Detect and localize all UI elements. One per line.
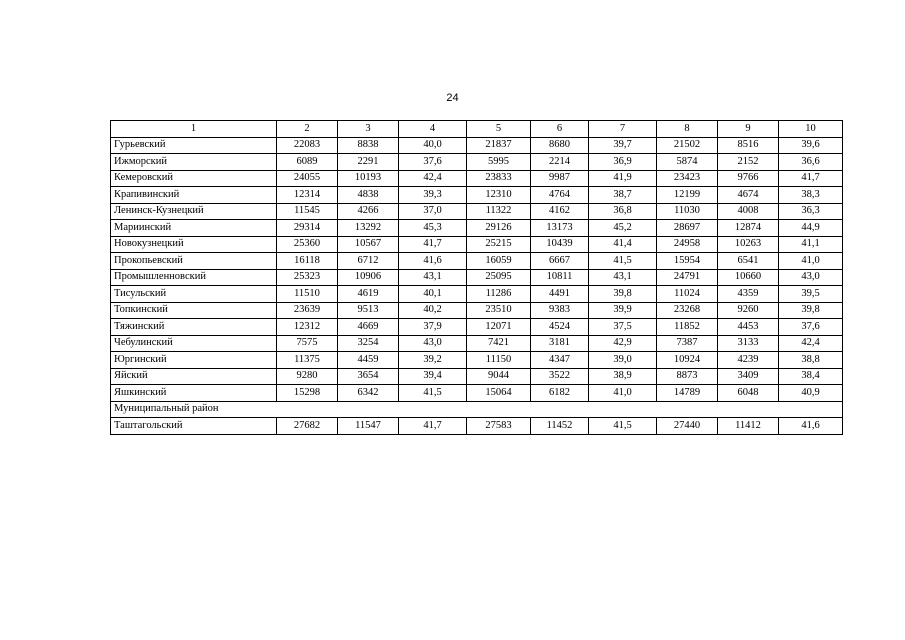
column-header-8: 8 <box>657 121 718 138</box>
value-cell: 6048 <box>718 385 779 402</box>
value-cell: 15954 <box>657 253 718 270</box>
value-cell: 12874 <box>718 220 779 237</box>
value-cell: 38,9 <box>589 368 657 385</box>
district-name-cell: Ижморский <box>111 154 277 171</box>
value-cell: 7575 <box>277 335 338 352</box>
value-cell: 23268 <box>657 302 718 319</box>
value-cell: 6089 <box>277 154 338 171</box>
value-cell: 3181 <box>531 335 589 352</box>
value-cell: 4619 <box>338 286 399 303</box>
value-cell: 10567 <box>338 236 399 253</box>
table-row <box>111 154 843 171</box>
value-cell: 9260 <box>718 302 779 319</box>
table-row <box>111 302 843 319</box>
table-row <box>111 418 843 435</box>
value-cell: 16059 <box>467 253 531 270</box>
value-cell: 39,2 <box>399 352 467 369</box>
value-cell: 25095 <box>467 269 531 286</box>
value-cell: 25360 <box>277 236 338 253</box>
district-name-cell: Мариинский <box>111 220 277 237</box>
value-cell: 4162 <box>531 203 589 220</box>
value-cell: 7387 <box>657 335 718 352</box>
value-cell: 41,6 <box>399 253 467 270</box>
value-cell: 5995 <box>467 154 531 171</box>
value-cell: 38,4 <box>779 368 843 385</box>
value-cell: 11286 <box>467 286 531 303</box>
district-name-cell: Тисульский <box>111 286 277 303</box>
value-cell: 43,1 <box>589 269 657 286</box>
value-cell: 4524 <box>531 319 589 336</box>
value-cell: 43,1 <box>399 269 467 286</box>
value-cell: 23833 <box>467 170 531 187</box>
table-row <box>111 368 843 385</box>
page-number: 24 <box>446 92 459 104</box>
value-cell: 39,6 <box>779 137 843 154</box>
value-cell: 4359 <box>718 286 779 303</box>
column-header-6: 6 <box>531 121 589 138</box>
value-cell: 42,9 <box>589 335 657 352</box>
value-cell: 4491 <box>531 286 589 303</box>
value-cell: 11322 <box>467 203 531 220</box>
value-cell: 21837 <box>467 137 531 154</box>
table-row <box>111 187 843 204</box>
value-cell: 41,1 <box>779 236 843 253</box>
table-row <box>111 236 843 253</box>
value-cell: 41,7 <box>779 170 843 187</box>
value-cell: 39,0 <box>589 352 657 369</box>
value-cell: 41,5 <box>589 418 657 435</box>
value-cell: 6342 <box>338 385 399 402</box>
value-cell: 44,9 <box>779 220 843 237</box>
value-cell: 23510 <box>467 302 531 319</box>
value-cell: 24055 <box>277 170 338 187</box>
value-cell: 13292 <box>338 220 399 237</box>
value-cell: 42,4 <box>779 335 843 352</box>
table-row <box>111 137 843 154</box>
value-cell: 4669 <box>338 319 399 336</box>
column-header-4: 4 <box>399 121 467 138</box>
value-cell: 9987 <box>531 170 589 187</box>
value-cell: 23639 <box>277 302 338 319</box>
value-cell: 36,8 <box>589 203 657 220</box>
value-cell: 11150 <box>467 352 531 369</box>
column-header-7: 7 <box>589 121 657 138</box>
value-cell: 4347 <box>531 352 589 369</box>
value-cell: 2214 <box>531 154 589 171</box>
value-cell: 25215 <box>467 236 531 253</box>
value-cell: 41,4 <box>589 236 657 253</box>
value-cell: 41,9 <box>589 170 657 187</box>
value-cell: 10193 <box>338 170 399 187</box>
value-cell: 24791 <box>657 269 718 286</box>
value-cell: 22083 <box>277 137 338 154</box>
value-cell: 9044 <box>467 368 531 385</box>
value-cell: 39,9 <box>589 302 657 319</box>
table-body <box>111 121 843 435</box>
value-cell: 15064 <box>467 385 531 402</box>
table-row <box>111 335 843 352</box>
statistics-table <box>110 120 843 435</box>
value-cell: 2152 <box>718 154 779 171</box>
value-cell: 41,7 <box>399 418 467 435</box>
column-header-10: 10 <box>779 121 843 138</box>
value-cell: 37,6 <box>399 154 467 171</box>
value-cell: 8838 <box>338 137 399 154</box>
district-name-cell: Новокузнецкий <box>111 236 277 253</box>
value-cell: 11852 <box>657 319 718 336</box>
value-cell: 4764 <box>531 187 589 204</box>
value-cell: 12310 <box>467 187 531 204</box>
section-label: Муниципальный район <box>111 401 843 418</box>
value-cell: 41,0 <box>779 253 843 270</box>
value-cell: 37,5 <box>589 319 657 336</box>
value-cell: 40,0 <box>399 137 467 154</box>
value-cell: 2291 <box>338 154 399 171</box>
column-header-1: 1 <box>111 121 277 138</box>
value-cell: 40,9 <box>779 385 843 402</box>
value-cell: 36,3 <box>779 203 843 220</box>
value-cell: 11412 <box>718 418 779 435</box>
value-cell: 45,3 <box>399 220 467 237</box>
value-cell: 5874 <box>657 154 718 171</box>
table-row <box>111 220 843 237</box>
district-name-cell: Топкинский <box>111 302 277 319</box>
value-cell: 4266 <box>338 203 399 220</box>
column-header-9: 9 <box>718 121 779 138</box>
district-name-cell: Крапивинский <box>111 187 277 204</box>
table-row <box>111 385 843 402</box>
value-cell: 40,2 <box>399 302 467 319</box>
value-cell: 24958 <box>657 236 718 253</box>
value-cell: 27583 <box>467 418 531 435</box>
district-name-cell: Яйский <box>111 368 277 385</box>
district-name-cell: Таштагольский <box>111 418 277 435</box>
table-row <box>111 203 843 220</box>
value-cell: 9280 <box>277 368 338 385</box>
value-cell: 12314 <box>277 187 338 204</box>
value-cell: 36,6 <box>779 154 843 171</box>
value-cell: 11375 <box>277 352 338 369</box>
value-cell: 38,7 <box>589 187 657 204</box>
value-cell: 10439 <box>531 236 589 253</box>
district-name-cell: Гурьевский <box>111 137 277 154</box>
value-cell: 6712 <box>338 253 399 270</box>
table-row <box>111 286 843 303</box>
value-cell: 28697 <box>657 220 718 237</box>
value-cell: 9513 <box>338 302 399 319</box>
value-cell: 39,8 <box>589 286 657 303</box>
value-cell: 29126 <box>467 220 531 237</box>
value-cell: 3254 <box>338 335 399 352</box>
value-cell: 7421 <box>467 335 531 352</box>
district-name-cell: Тяжинский <box>111 319 277 336</box>
value-cell: 13173 <box>531 220 589 237</box>
value-cell: 21502 <box>657 137 718 154</box>
value-cell: 41,5 <box>399 385 467 402</box>
value-cell: 11545 <box>277 203 338 220</box>
table-row <box>111 253 843 270</box>
value-cell: 43,0 <box>779 269 843 286</box>
value-cell: 11547 <box>338 418 399 435</box>
value-cell: 9766 <box>718 170 779 187</box>
value-cell: 41,5 <box>589 253 657 270</box>
value-cell: 12071 <box>467 319 531 336</box>
value-cell: 14789 <box>657 385 718 402</box>
column-header-3: 3 <box>338 121 399 138</box>
value-cell: 12312 <box>277 319 338 336</box>
value-cell: 16118 <box>277 253 338 270</box>
value-cell: 10811 <box>531 269 589 286</box>
value-cell: 4008 <box>718 203 779 220</box>
value-cell: 38,3 <box>779 187 843 204</box>
value-cell: 25323 <box>277 269 338 286</box>
district-name-cell: Прокопьевский <box>111 253 277 270</box>
district-name-cell: Промышленновский <box>111 269 277 286</box>
value-cell: 11024 <box>657 286 718 303</box>
district-name-cell: Юргинский <box>111 352 277 369</box>
value-cell: 12199 <box>657 187 718 204</box>
table-row <box>111 352 843 369</box>
value-cell: 41,6 <box>779 418 843 435</box>
district-name-cell: Чебулинский <box>111 335 277 352</box>
value-cell: 10924 <box>657 352 718 369</box>
value-cell: 10263 <box>718 236 779 253</box>
value-cell: 27440 <box>657 418 718 435</box>
value-cell: 11030 <box>657 203 718 220</box>
value-cell: 3654 <box>338 368 399 385</box>
table-header-row <box>111 121 843 138</box>
table-row <box>111 319 843 336</box>
value-cell: 39,7 <box>589 137 657 154</box>
value-cell: 4674 <box>718 187 779 204</box>
district-name-cell: Ленинск-Кузнецкий <box>111 203 277 220</box>
value-cell: 4459 <box>338 352 399 369</box>
value-cell: 10906 <box>338 269 399 286</box>
value-cell: 43,0 <box>399 335 467 352</box>
value-cell: 11452 <box>531 418 589 435</box>
table-row <box>111 170 843 187</box>
value-cell: 8873 <box>657 368 718 385</box>
value-cell: 8516 <box>718 137 779 154</box>
value-cell: 29314 <box>277 220 338 237</box>
value-cell: 39,4 <box>399 368 467 385</box>
value-cell: 41,0 <box>589 385 657 402</box>
column-header-2: 2 <box>277 121 338 138</box>
table-row <box>111 269 843 286</box>
value-cell: 3409 <box>718 368 779 385</box>
value-cell: 10660 <box>718 269 779 286</box>
value-cell: 45,2 <box>589 220 657 237</box>
value-cell: 42,4 <box>399 170 467 187</box>
value-cell: 36,9 <box>589 154 657 171</box>
value-cell: 23423 <box>657 170 718 187</box>
value-cell: 9383 <box>531 302 589 319</box>
value-cell: 15298 <box>277 385 338 402</box>
value-cell: 40,1 <box>399 286 467 303</box>
value-cell: 41,7 <box>399 236 467 253</box>
value-cell: 11510 <box>277 286 338 303</box>
value-cell: 37,9 <box>399 319 467 336</box>
value-cell: 4453 <box>718 319 779 336</box>
value-cell: 3522 <box>531 368 589 385</box>
district-name-cell: Кемеровский <box>111 170 277 187</box>
value-cell: 8680 <box>531 137 589 154</box>
district-name-cell: Яшкинский <box>111 385 277 402</box>
value-cell: 4838 <box>338 187 399 204</box>
value-cell: 6182 <box>531 385 589 402</box>
value-cell: 39,3 <box>399 187 467 204</box>
value-cell: 39,5 <box>779 286 843 303</box>
value-cell: 27682 <box>277 418 338 435</box>
column-header-5: 5 <box>467 121 531 138</box>
value-cell: 37,6 <box>779 319 843 336</box>
value-cell: 3133 <box>718 335 779 352</box>
section-row <box>111 401 843 418</box>
value-cell: 4239 <box>718 352 779 369</box>
value-cell: 6667 <box>531 253 589 270</box>
value-cell: 39,8 <box>779 302 843 319</box>
value-cell: 37,0 <box>399 203 467 220</box>
value-cell: 6541 <box>718 253 779 270</box>
value-cell: 38,8 <box>779 352 843 369</box>
